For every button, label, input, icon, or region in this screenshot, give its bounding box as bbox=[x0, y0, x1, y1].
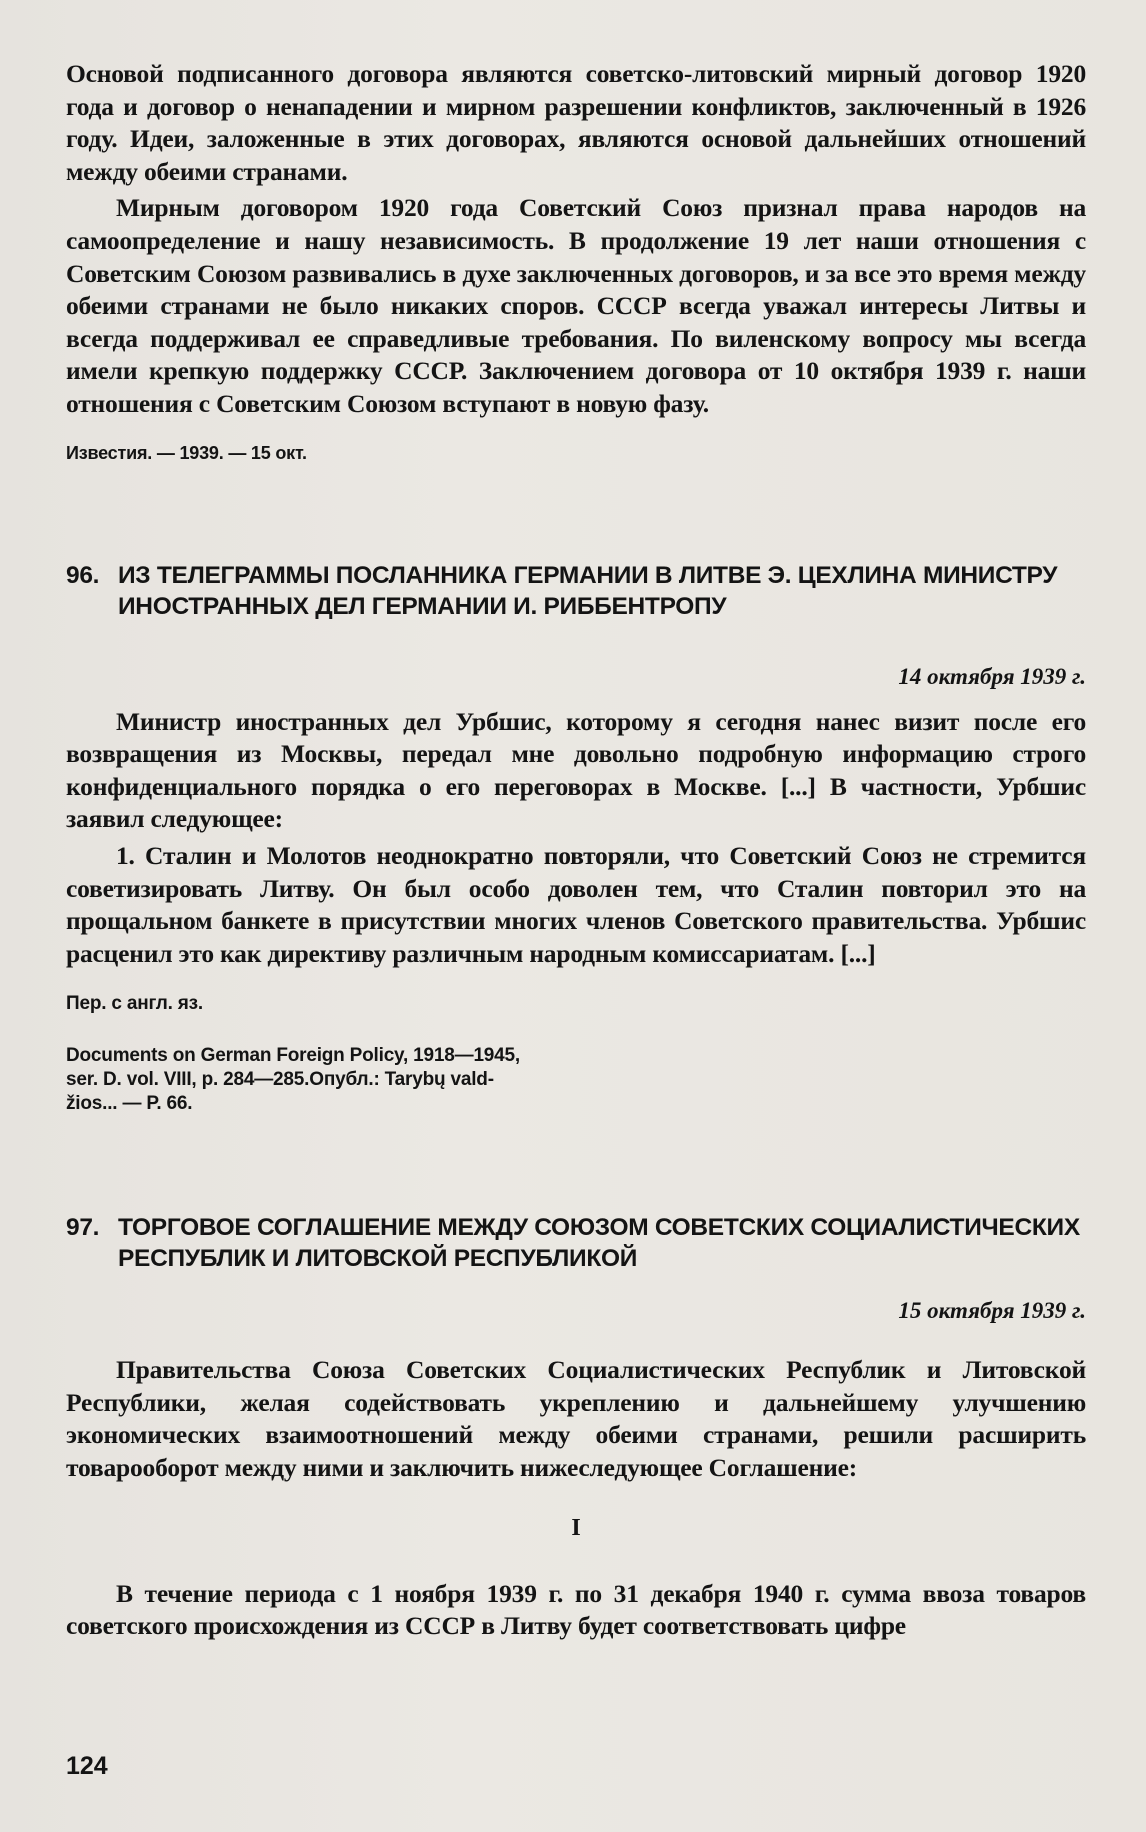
page-content bbox=[66, 58, 1086, 1643]
doc96-title: ИЗ ТЕЛЕГРАММЫ ПОСЛАННИКА ГЕРМАНИИ В ЛИТВЕ Э. ЦЕХЛИНА МИНИСТРУ ИНОСТРАННЫХ ДЕЛ ГЕРМАНИИ И. РИББЕНТРОПУ bbox=[118, 561, 1058, 620]
doc96-date: 14 октября 1939 г. bbox=[898, 663, 1086, 689]
intro-source: Известия. — 1939. — 15 окт. bbox=[66, 442, 307, 463]
doc96-heading bbox=[66, 560, 1086, 622]
doc96-paragraph-1: Министр иностранных дел Урбшис, которому я сегодня нанес визит после его возвращения из Москвы, передал мне довольно подробную информацию строго конфиденциального порядка о его переговорах в Москве. [...] В частности, Урбшис заявил следующее: bbox=[66, 706, 1086, 834]
page-number: 124 bbox=[66, 1752, 108, 1780]
intro-paragraph-1: Основой подписанного договора являются советско-литовский мирный договор 1920 года и договор о ненападении и мирном разрешении конфликтов, заключенный в 1926 году. Идеи, заложенные в этих договорах, являются основой дальнейших отношений между обеими странами. bbox=[66, 59, 1086, 186]
doc97-paragraph-1: Правительства Союза Советских Социалистических Республик и Литовской Республики, желая содействовать укреплению и дальнейшему улучшению экономических взаимоотношений между обеими странами, решили расширить товарооборот между ними и заключить нижеследующее Соглашение: bbox=[66, 1355, 1086, 1483]
intro-paragraph-2: Мирным договором 1920 года Советский Союз признал права народов на самоопределение и нашу независимость. В продолжение 19 лет наши отношения с Советским Союзом развивались в духе заключенных договоров, и за все это время между обеими странами не было никаких споров. СССР всегда уважал интересы Литвы и всегда поддерживал ее справедливые требования. По виленскому вопросу мы всегда имели крепкую поддержку СССР. Заключением договора от 10 октября 1939 г. наши отношения с Советским Союзом вступают в новую фазу. bbox=[66, 193, 1086, 418]
doc96-translation-note: Пер. с англ. яз. bbox=[66, 993, 203, 1015]
doc96-source-line-2: ser. D. vol. VIII, p. 284—285.Опубл.: Tarybų vald- bbox=[66, 1069, 494, 1091]
doc97-title: ТОРГОВОЕ СОГЛАШЕНИЕ МЕЖДУ СОЮЗОМ СОВЕТСКИХ СОЦИАЛИСТИЧЕСКИХ РЕСПУБЛИК И ЛИТОВСКОЙ РЕСПУБЛИКОЙ bbox=[118, 1214, 1080, 1273]
doc97-number: 97. bbox=[66, 1214, 100, 1242]
doc96-number: 96. bbox=[66, 561, 100, 589]
doc97-date: 15 октября 1939 г. bbox=[898, 1298, 1086, 1324]
doc97-paragraph-2: В течение периода с 1 ноября 1939 г. по 31 декабря 1940 г. сумма ввоза товаров советского происхождения из СССР в Литву будет соответствовать цифре bbox=[66, 1578, 1086, 1641]
doc96-paragraph-2: 1. Сталин и Молотов неоднократно повторяли, что Советский Союз не стремится советизировать Литву. Он был особо доволен тем, что Сталин повторил это на прощальном банкете в присутствии многих членов Советского правительства. Урбшис расценил это как директиву различным народным комиссариатам. [...] bbox=[66, 840, 1086, 968]
doc97-article-number: I bbox=[571, 1514, 581, 1541]
doc96-source bbox=[66, 1044, 1086, 1116]
doc96-source-line-3: žios... — P. 66. bbox=[66, 1093, 193, 1115]
doc97-heading bbox=[66, 1212, 1086, 1274]
doc96-source-line-1: Documents on German Foreign Policy, 1918—1945, bbox=[66, 1045, 520, 1067]
